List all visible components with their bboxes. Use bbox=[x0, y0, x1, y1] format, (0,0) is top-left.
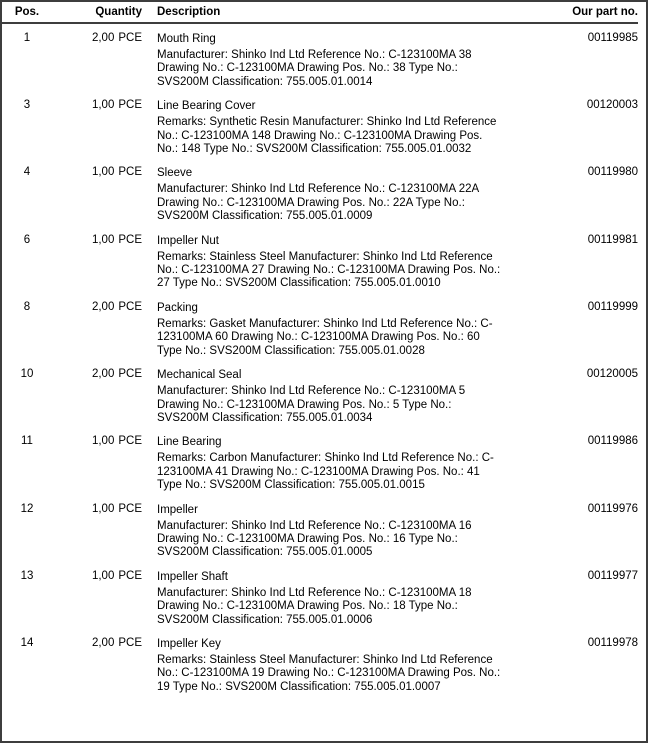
part-number-cell: 00120003 bbox=[586, 99, 638, 112]
quantity-unit: PCE bbox=[118, 300, 142, 313]
quantity-cell bbox=[52, 503, 142, 560]
description-cell bbox=[142, 368, 534, 425]
part-number-cell: 00119981 bbox=[587, 233, 638, 246]
part-number-cell: 00119986 bbox=[587, 435, 638, 448]
part-number-cell: 00119999 bbox=[587, 300, 638, 313]
quantity-cell bbox=[52, 368, 142, 425]
description-title: Impeller bbox=[157, 503, 198, 516]
pos-cell: 8 bbox=[23, 300, 31, 313]
part-number-cell: 00119978 bbox=[587, 636, 638, 649]
quantity-unit: PCE bbox=[118, 368, 142, 381]
description-cell bbox=[142, 99, 534, 156]
description-detail: Manufacturer: Shinko Ind Ltd Reference No.: C-123100MA 38 Drawing No.: C-123100MA Drawing Pos. No.: 38 Type No.: SVS200M Classification: 755.005.01.0014 bbox=[157, 49, 472, 88]
pos-cell: 1 bbox=[23, 32, 31, 44]
quantity-value: 1,00 bbox=[91, 99, 115, 112]
description-detail: Remarks: Stainless Steel Manufacturer: Shinko Ind Ltd Reference No.: C-123100MA 19 Drawing No.: C-123100MA Drawing Pos. No.: 19 Type No.: SVS200M Classification: 755.005.01.0007 bbox=[157, 653, 501, 693]
pos-cell: 13 bbox=[20, 569, 34, 582]
pos-cell: 11 bbox=[21, 435, 33, 448]
description-cell bbox=[142, 234, 534, 291]
description-detail: Manufacturer: Shinko Ind Ltd Reference No.: C-123100MA 18 Drawing No.: C-123100MA Drawing Pos. No.: 18 Type No.: SVS200M Classification: 755.005.01.0006 bbox=[157, 586, 472, 626]
quantity-cell bbox=[52, 166, 142, 223]
quantity-value: 1,00 bbox=[91, 233, 115, 246]
description-cell bbox=[142, 166, 534, 223]
description-title: Impeller Nut bbox=[157, 234, 219, 247]
header-part-no: Our part no. bbox=[572, 6, 638, 18]
quantity-unit: PCE bbox=[118, 99, 142, 112]
quantity-value: 2,00 bbox=[91, 300, 115, 313]
description-detail: Remarks: Carbon Manufacturer: Shinko Ind Ltd Reference No.: C-123100MA 41 Drawing No.: C-123100MA Drawing Pos. No.: 41 Type No.: SVS200M Classification: 755.005.01.0015 bbox=[157, 452, 494, 492]
description-title: Packing bbox=[157, 301, 198, 314]
part-number-cell: 00119977 bbox=[587, 569, 638, 582]
description-title: Impeller Shaft bbox=[157, 570, 228, 583]
quantity-value: 1,00 bbox=[91, 502, 115, 515]
description-detail: Remarks: Stainless Steel Manufacturer: Shinko Ind Ltd Reference No.: C-123100MA 27 Drawing No.: C-123100MA Drawing Pos. No.: 27 Type No.: SVS200M Classification: 755.005.01.0010 bbox=[157, 250, 501, 290]
quantity-value: 1,00 bbox=[91, 569, 115, 582]
description-title: Impeller Key bbox=[157, 637, 221, 650]
quantity-unit: PCE bbox=[118, 32, 142, 44]
quantity-value: 2,00 bbox=[91, 32, 115, 44]
table-row bbox=[2, 32, 638, 89]
description-title: Mechanical Seal bbox=[157, 369, 242, 382]
header-quantity: Quantity bbox=[95, 6, 142, 18]
pos-cell: 14 bbox=[20, 636, 34, 649]
part-number-cell: 00119985 bbox=[587, 32, 638, 44]
part-number-cell: 00119976 bbox=[587, 502, 638, 515]
description-cell bbox=[142, 435, 534, 492]
quantity-unit: PCE bbox=[118, 435, 142, 448]
quantity-unit: PCE bbox=[118, 569, 142, 582]
quantity-cell bbox=[52, 435, 142, 492]
table-row bbox=[2, 234, 638, 291]
description-detail: Remarks: Synthetic Resin Manufacturer: Shinko Ind Ltd Reference No.: C-123100MA 148 Drawing No.: C-123100MA Drawing Pos. No.: 148 Type No.: SVS200M Classification: 755.005.01.0032 bbox=[157, 116, 497, 156]
quantity-cell bbox=[52, 637, 142, 694]
part-number-cell: 00120005 bbox=[586, 368, 638, 381]
quantity-unit: PCE bbox=[118, 166, 142, 179]
description-detail: Remarks: Gasket Manufacturer: Shinko Ind Ltd Reference No.: C-123100MA 60 Drawing No.: C-123100MA Drawing Pos. No.: 60 Type No.: SVS200M Classification: 755.005.01.0028 bbox=[157, 317, 493, 357]
table-row bbox=[2, 99, 638, 156]
description-detail: Manufacturer: Shinko Ind Ltd Reference No.: C-123100MA 5 Drawing No.: C-123100MA Drawing Pos. No.: 5 Type No.: SVS200M Classification: 755.005.01.0034 bbox=[157, 385, 466, 424]
quantity-cell bbox=[52, 32, 142, 89]
quantity-cell bbox=[52, 99, 142, 156]
pos-cell: 6 bbox=[23, 233, 31, 246]
description-title: Sleeve bbox=[157, 167, 193, 180]
description-title: Line Bearing bbox=[157, 436, 222, 449]
description-title: Line Bearing Cover bbox=[157, 100, 256, 113]
header-pos: Pos. bbox=[14, 6, 40, 18]
table-row bbox=[2, 503, 638, 560]
pos-cell: 10 bbox=[20, 368, 34, 381]
pos-cell: 12 bbox=[20, 502, 34, 515]
description-cell bbox=[142, 570, 534, 627]
quantity-unit: PCE bbox=[118, 502, 142, 515]
pos-cell: 3 bbox=[23, 99, 31, 112]
pos-cell: 4 bbox=[23, 166, 31, 179]
table-row bbox=[2, 570, 638, 627]
part-number-cell: 00119980 bbox=[587, 166, 638, 179]
table-row bbox=[2, 301, 638, 358]
quantity-cell bbox=[52, 301, 142, 358]
quantity-unit: PCE bbox=[118, 636, 142, 649]
quantity-unit: PCE bbox=[118, 233, 142, 246]
description-cell bbox=[142, 503, 534, 560]
table-header-row bbox=[2, 2, 638, 24]
header-description: Description bbox=[157, 6, 221, 18]
quantity-cell bbox=[52, 570, 142, 627]
table-row bbox=[2, 435, 638, 492]
table-row bbox=[2, 637, 638, 694]
table-body bbox=[2, 24, 638, 694]
description-cell bbox=[142, 32, 534, 89]
description-detail: Manufacturer: Shinko Ind Ltd Reference No.: C-123100MA 16 Drawing No.: C-123100MA Drawing Pos. No.: 16 Type No.: SVS200M Classification: 755.005.01.0005 bbox=[157, 519, 472, 559]
quantity-value: 2,00 bbox=[91, 636, 115, 649]
quantity-value: 2,00 bbox=[91, 368, 115, 381]
description-cell bbox=[142, 301, 534, 358]
table-row bbox=[2, 368, 638, 425]
quantity-value: 1,00 bbox=[91, 166, 115, 179]
table-row bbox=[2, 166, 638, 223]
quantity-value: 1,00 bbox=[91, 435, 115, 448]
description-cell bbox=[142, 637, 534, 694]
description-title: Mouth Ring bbox=[157, 33, 216, 45]
quantity-cell bbox=[52, 234, 142, 291]
description-detail: Manufacturer: Shinko Ind Ltd Reference No.: C-123100MA 22A Drawing No.: C-123100MA Drawing Pos. No.: 22A Type No.: SVS200M Classification: 755.005.01.0009 bbox=[157, 183, 479, 223]
